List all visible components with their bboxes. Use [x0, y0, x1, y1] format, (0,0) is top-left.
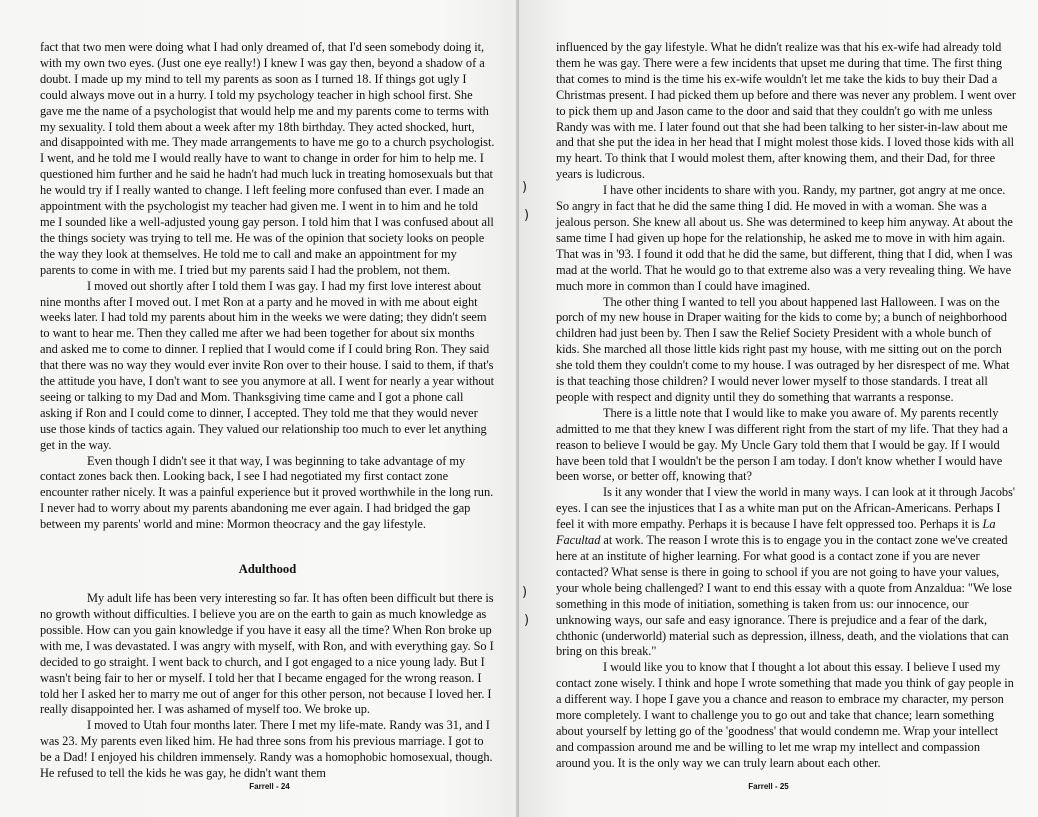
paragraph-5-text-a: Is it any wonder that I view the world in many ways. I can look at it through Jacobs' eyes. I can see the injustices that I as a white man put on the African-Americans. Perhaps I feel it with more empathy. Perhaps it is because I have felt oppressed too. Perhaps it is — [556, 485, 1015, 532]
margin-mark: ) — [522, 180, 528, 195]
left-paragraph-5: I moved to Utah four months later. There I met my life-mate. Randy was 31, and I was 23. My parents even liked him. He had three sons from his previous marriage. I got to be a Dad! I enjoyed his children immensely. Randy was a homophobic homosexual, though. He refused to tell the kids he was gay, he didn't want them — [40, 718, 493, 781]
right-paragraph-1: influenced by the gay lifestyle. What he didn't realize was that his ex-wife had already told them he was gay. There were a few incidents that upset me during that time. The first thing that comes to mind is the time his ex-wife wouldn't let me take the kids to buy their Dad a Christmas present. I had picked them up before and there was never any problem. I went over to pick them up and Jason came to the door and said that they couldn't go with me unless Randy was with me. I later found out that she had been talking to her sister-in-law about me and that she put the idea in her head that I might molest those kids. I loved those kids with all my heart. To think that I would molest them, after knowing them, and their Dad, for three years is ludicrous. — [556, 40, 1016, 182]
margin-mark: ) — [522, 585, 528, 600]
paragraph-5-text-b: at work. The reason I wrote this is to engage you in the contact zone we've created here at an institute of higher learning. For what good is a contact zone if you are never contacted? What sense is there in going to school if you are not going to have your values, your whole being challenged? I want to end this essay with a quote from Anzaldua: "We lose something in this mode of initiation, something is taken from us: our innocence, our unknowing ways, our safe and easy ignorance. There is prejudice and a fear of the dark, chthonic (underworld) material such as depression, illness, death, and the violations that can bring on this break." — [556, 533, 1012, 659]
left-page-footer: Farrell - 24 — [249, 782, 290, 791]
la-facultad-italic: La Facultad — [556, 517, 996, 548]
right-paragraph-3: The other thing I wanted to tell you about happened last Halloween. I was on the porch of my new house in Draper waiting for the kids to come by; a bunch of neighborhood children had just been by. Then I saw the Relief Society President with a whole bunch of kids. She marched all those little kids right past my house, with me sitting out on the porch she told them they couldn't come to my house. I was outraged by her disrespect of me. What is that teaching those children? I would never lower myself to those standards. I treat all people with respect and dignity until they do something that warrants a response. — [556, 294, 1010, 404]
left-paragraph-2: I moved out shortly after I told them I was gay. I had my first love interest about nine months after I moved out. I met Ron at a party and he moved in with me about eight weeks later. I had told my parents about him in the weeks we were dating; they didn't seem to want to hear me. Then they called me after we had been together for about six months and asked me to come to dinner. I replied that I would come if I could bring Ron. They said that there was no way they would ever invite Ron over to their house. I said to them, if that's the attitude you have, I don't want to see you anymore at all. I went for nearly a year without seeing or talking to my Dad and Mom. Thanksgiving time came and I got a phone call asking if Ron and I could come to dinner, I accepted. They told me that they would never use those kinds of tactics again. They valued our relationship too much to ever let anything get in the way. — [40, 278, 495, 452]
section-heading: Adulthood — [238, 562, 297, 577]
left-paragraph-1: fact that two men were doing what I had only dreamed of, that I'd seen somebody doing it, with my own two eyes. (Just one eye really!) I knew I was gay then, beyond a shadow of a doubt. I made up my mind to tell my parents as soon as I turned 18. If things got ugly I could always move out in a hurry. I told my psychology teacher in high school first. She gave me the name of a psychologist that would help me and my parents come to terms with my sexuality. I told them about a week after my 18th birthday. They acted shocked, hurt, and disappointed with me. They made arrangements to have me go to a church psychologist. I went, and he told me I would really have to want to change in order for him to help me. I questioned him further and he said he hadn't had much luck in treating homosexuals but that he would try if I really wanted to change. I left feeling more confused than ever. I made an appointment with the psychologist my teacher had given me. I went in to him and he told me I sounded like a well-adjusted young gay person. I told him that I was confused about all the things society was trying to tell me. He was of the opinion that society looks on people the way they look at themselves. He told me to call and make an appointment for my parents to come in with me. I tried but my parents said I had the problem, not them. — [40, 40, 495, 277]
margin-mark: ) — [524, 613, 530, 628]
margin-mark: ) — [524, 208, 530, 223]
right-paragraph-6: I would like you to know that I thought a lot about this essay. I believe I used my contact zone wisely. I think and hope I wrote something that made you think of gay people in a different way. I hope I gave you a chance and reason to embrace my character, my person more completely. I want to challenge you to go out and take that chance; learn something about yourself by letting go of the 'goodness' that would condemn me. Wrap your intellect and compassion around me and be willing to let me wrap my intellect and compassion around you. It is the only way we can truly learn about each other. — [556, 660, 1014, 770]
right-paragraph-2: I have other incidents to share with you. Randy, my partner, got angry at me once. So angry in fact that he did the same thing I did. He moved in with a woman. She was a jealous person. She knew all about us. She was determined to keep him anyway. At about the same time I had given up hope for the relationship, he asked me to move in with him again. That was in '93. I found it odd that he did the same, but different, thing that I did, when I was mad at the world. That he would go to that extreme also was a very revealing thing. We have much more in common than I could have imagined. — [556, 183, 1013, 293]
right-paragraph-4: There is a little note that I would like to make you aware of. My parents recently admitted to me that they knew I was different right from the start of my life. That they had a reason to believe I would be gay. My Uncle Gary told them that I would be gay. If I would have been told that I wouldn't be the person I am today. I don't know whether I would have been worse, or better off, knowing that? — [556, 405, 1008, 484]
right-paragraph-5 — [556, 485, 1016, 660]
left-paragraph-3: Even though I didn't see it that way, I was beginning to take advantage of my contact zones back then. Looking back, I see I had negotiated my first contact zone encounter rather nicely. It was a painful experience but it proved worthwhile in the long run. I never had to worry about my parents abandoning me ever again. I had bridged the gap between my parents' world and mine: Mormon theocracy and the gay lifestyle. — [40, 453, 494, 532]
right-page — [519, 0, 1038, 817]
right-page-footer: Farrell - 25 — [748, 782, 789, 791]
left-paragraph-4: My adult life has been very interesting so far. It has often been difficult but there is no growth without difficulties. I believe you are on the earth to gain as much knowledge as possible. How can you gain knowledge if you have it easy all the time? When Ron broke up with me, I was devastated. I was angry with myself, with Ron, and with everything gay. So I decided to go straight. I went back to church, and I got engaged to a nice young lady. But I wasn't being fair to her or myself. I told her that I became engaged for the wrong reason. I told her I asked her to marry me out of anger for this other person, not because I loved her. I really disappointed her. I was ashamed of myself too. We broke up. — [40, 591, 494, 717]
